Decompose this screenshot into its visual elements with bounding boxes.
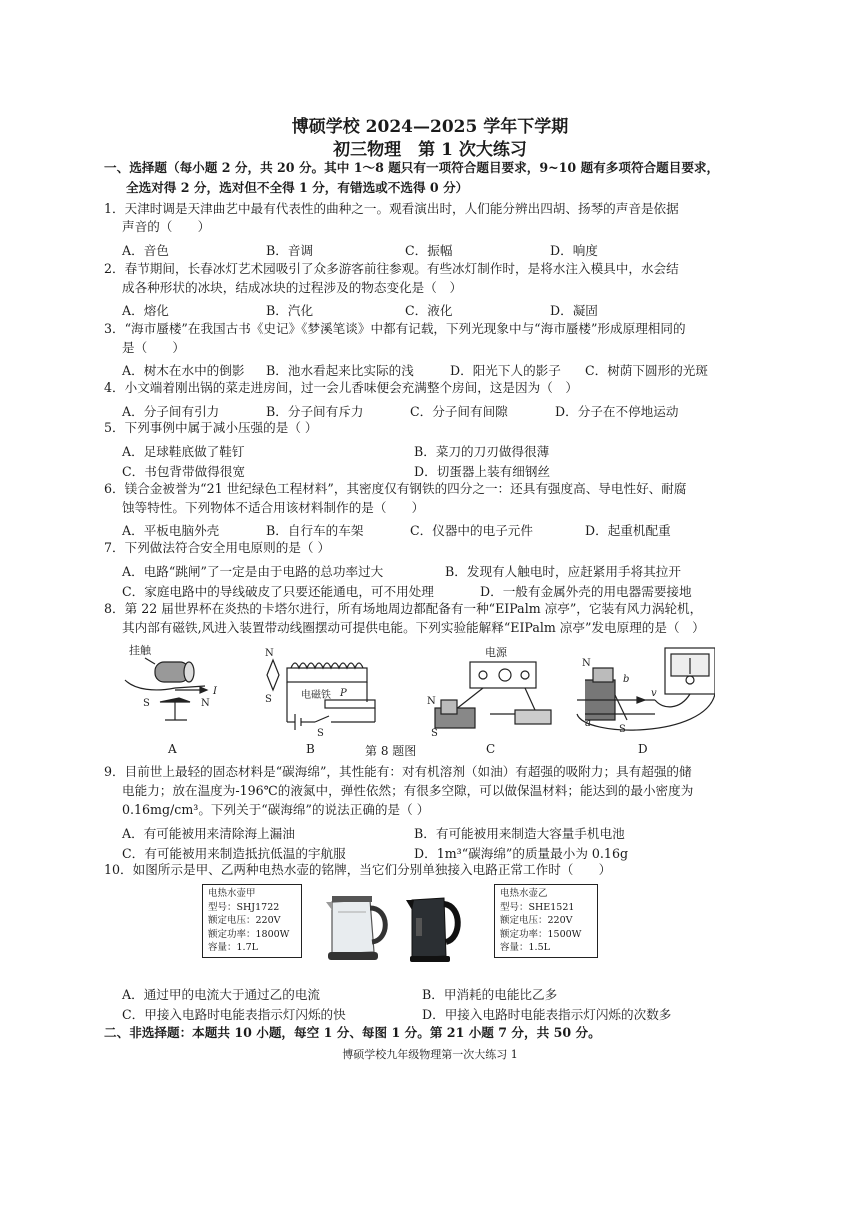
svg-text:S: S [317, 728, 324, 739]
svg-text:N: N [201, 698, 210, 709]
q6-line2: 蚀等特性。下列物体不适合用该材料制作的是（ ） [122, 500, 425, 515]
q9-option-b: B．有可能被用来制造大容量手机电池 [414, 826, 625, 841]
kettle-jia-power: 额定功率：1800W [208, 928, 290, 940]
svg-text:v: v [651, 688, 657, 699]
q9-line3: 0.16mg/cm³。下列关于“碳海绵”的说法正确的是（ ） [122, 802, 430, 817]
q1-option-d: D．响度 [550, 243, 598, 258]
svg-text:N: N [582, 658, 591, 669]
q7-line1: 7．下列做法符合安全用电原则的是（ ） [104, 540, 331, 555]
q10-option-d: D．甲接入电路时电能表指示灯闪烁的次数多 [422, 1007, 672, 1022]
svg-text:N: N [265, 648, 274, 659]
q2-option-b: B．汽化 [266, 303, 314, 318]
q1-option-b: B．音调 [266, 243, 314, 258]
figure-8-label-d: D [638, 742, 648, 756]
q6-option-c: C．仪器中的电子元件 [410, 523, 533, 538]
q5-option-c: C．书包背带做得很宽 [122, 464, 245, 479]
q6-option-b: B．自行车的车架 [266, 523, 364, 538]
svg-text:P: P [340, 688, 347, 699]
q3-line2: 是（ ） [122, 340, 185, 355]
q2-line1: 2．春节期间，长春冰灯艺术园吸引了众多游客前往参观。有些冰灯制作时，是将水注入模具中，水会结 [104, 261, 679, 276]
q5-option-d: D．切蛋器上装有细钢丝 [414, 464, 551, 479]
q5-line1: 5．下列事例中属于减小压强的是（ ） [104, 420, 318, 435]
svg-text:S: S [431, 728, 438, 739]
figure-8a-diagram [125, 658, 207, 720]
figure-8c-label-text: 电源 [485, 646, 507, 659]
q7-option-c: C．家庭电路中的导线破皮了只要还能通电，可不用处理 [122, 584, 434, 599]
kettle-jia-capacity: 容量：1.7L [208, 942, 258, 953]
svg-text:b: b [623, 674, 630, 685]
kettle-jia-model: 型号：SHJ1722 [208, 901, 280, 913]
kettle-yi-capacity: 容量：1.5L [500, 942, 550, 953]
exam-subtitle: 初三物理 第 1 次大练习 [333, 140, 527, 160]
q2-option-c: C．液化 [405, 303, 453, 318]
q8-line1: 8．第 22 届世界杯在炎热的卡塔尔进行，所有场地周边都配备有一种“EIPalm 凉亭”，它装有风力涡轮机， [104, 601, 703, 616]
svg-text:I: I [213, 686, 217, 697]
q4-option-b: B．分子间有斥力 [266, 404, 364, 419]
q4-line1: 4．小文端着刚出锅的菜走进房间，过一会儿香味便会充满整个房间，这是因为（ ） [104, 380, 578, 395]
kettle-jia-title: 电热水壶甲 [208, 888, 256, 899]
figure-8-label-a: A [168, 742, 177, 756]
exam-title: 博硕学校 2024—2025 学年下学期 [291, 117, 569, 137]
q6-line1: 6．镁合金被誉为“21 世纪绿色工程材料”，其密度仅有钢铁的四分之一：还具有强度高、导电性好、耐腐 [104, 481, 687, 496]
q4-option-c: C．分子间有间隙 [410, 404, 508, 419]
svg-text:S: S [265, 694, 272, 705]
section2-heading: 二、非选择题：本题共 10 小题，每空 1 分、每图 1 分。第 21 小题 7 分，共 50 分。 [104, 1025, 601, 1040]
figure-8-label-b: B [306, 742, 315, 756]
q6-option-d: D．起重机配重 [585, 523, 671, 538]
q4-option-d: D．分子在不停地运动 [555, 404, 679, 419]
kettle-yi-image [404, 886, 466, 964]
figure-8d-diagram [577, 648, 715, 730]
q3-option-b: B．池水看起来比实际的浅 [266, 363, 414, 378]
kettle-yi-model: 型号：SHE1521 [500, 901, 575, 913]
q1-option-a: A．音色 [122, 243, 169, 258]
q10-option-c: C．甲接入电路时电能表指示灯闪烁的快 [122, 1007, 346, 1022]
kettle-yi-nameplate [494, 884, 598, 958]
q2-option-d: D．凝固 [550, 303, 598, 318]
figure-8a-label-text: 挂触 [129, 644, 151, 657]
q9-option-c: C．有可能被用来制造抵抗低温的宇航服 [122, 846, 346, 861]
q3-line1: 3．“海市蜃楼”在我国古书《史记》《梦溪笔谈》中都有记载，下列光现象中与“海市蜃楼”形成原理相同的 [104, 321, 686, 336]
q10-option-a: A．通过甲的电流大于通过乙的电流 [122, 987, 321, 1002]
q1-line2: 声音的（ ） [122, 219, 211, 234]
svg-text:S: S [143, 698, 150, 709]
q3-option-d: D．阳光下人的影子 [450, 363, 561, 378]
kettle-yi-title: 电热水壶乙 [500, 888, 548, 899]
q2-line2: 成各种形状的冰块，结成冰块的过程涉及的物态变化是（ ） [122, 280, 463, 295]
q8-line2: 其内部有磁铁,风进入装置带动线圈摆动可提供电能。下列实验能解释“EIPalm 凉亭”发电原理的是（ ） [122, 620, 705, 635]
q9-line1: 9．目前世上最轻的固态材料是“碳海绵”，其性能有：对有机溶剂（如油）有超强的吸附力；具有超强的储 [104, 764, 692, 779]
q1-option-c: C．振幅 [405, 243, 453, 258]
q7-option-b: B．发现有人触电时，应赶紧用手将其拉开 [445, 564, 681, 579]
q1-line1: 1．天津时调是天津曲艺中最有代表性的曲种之一。观看演出时，人们能分辨出四胡、扬琴的声音是依据 [104, 201, 679, 216]
q9-option-d: D．1m³“碳海绵”的质量最小为 0.16g [414, 846, 629, 861]
svg-text:N: N [427, 696, 436, 707]
q3-option-c: C．树荫下圆形的光斑 [585, 363, 708, 378]
q7-option-d: D．一般有金属外壳的用电器需要接地 [480, 584, 692, 599]
figure-8-caption: 第 8 题图 [365, 744, 417, 758]
figure-8c-diagram [435, 662, 551, 728]
kettle-yi-power: 额定功率：1500W [500, 928, 582, 940]
svg-text:a: a [585, 718, 591, 729]
q10-line1: 10．如图所示是甲、乙两种电热水壶的铭牌，当它们分别单独接入电路正常工作时（ ） [104, 862, 612, 877]
figure-8b-label-text: 电磁铁 [301, 690, 331, 701]
q5-option-b: B．菜刀的刀刃做得很薄 [414, 444, 550, 459]
q5-option-a: A．足球鞋底做了鞋钉 [122, 444, 245, 459]
figure-8-label-c: C [486, 742, 496, 756]
q4-option-a: A．分子间有引力 [122, 404, 220, 419]
figure-8 [115, 640, 715, 740]
kettle-jia-nameplate [202, 884, 302, 958]
q3-option-a: A．树木在水中的倒影 [122, 363, 245, 378]
q10-option-b: B．甲消耗的电能比乙多 [422, 987, 558, 1002]
kettle-jia-image [318, 886, 396, 964]
page-footer: 博硕学校九年级物理第一次大练习 1 [342, 1048, 518, 1061]
svg-text:S: S [619, 724, 626, 735]
section1-heading: 一、选择题（每小题 2 分，共 20 分。其中 1～8 题只有一项符合题目要求，9~10 题有多项符合题目要求， [104, 160, 720, 175]
q9-line2: 电能力；放在温度为-196℃的液氮中，弹性依然；有很多空隙，可以做保温材料；能达到的最小密度为 [122, 783, 694, 798]
q9-option-a: A．有可能被用来清除海上漏油 [122, 826, 295, 841]
kettle-yi-voltage: 额定电压：220V [500, 915, 573, 926]
q7-option-a: A．电路“跳闸”了一定是由于电路的总功率过大 [122, 564, 384, 579]
section1-heading-cont: 全选对得 2 分，选对但不全得 1 分，有错选或不选得 0 分） [126, 180, 469, 195]
q2-option-a: A．熔化 [122, 303, 169, 318]
kettle-jia-voltage: 额定电压：220V [208, 915, 281, 926]
q6-option-a: A．平板电脑外壳 [122, 523, 220, 538]
